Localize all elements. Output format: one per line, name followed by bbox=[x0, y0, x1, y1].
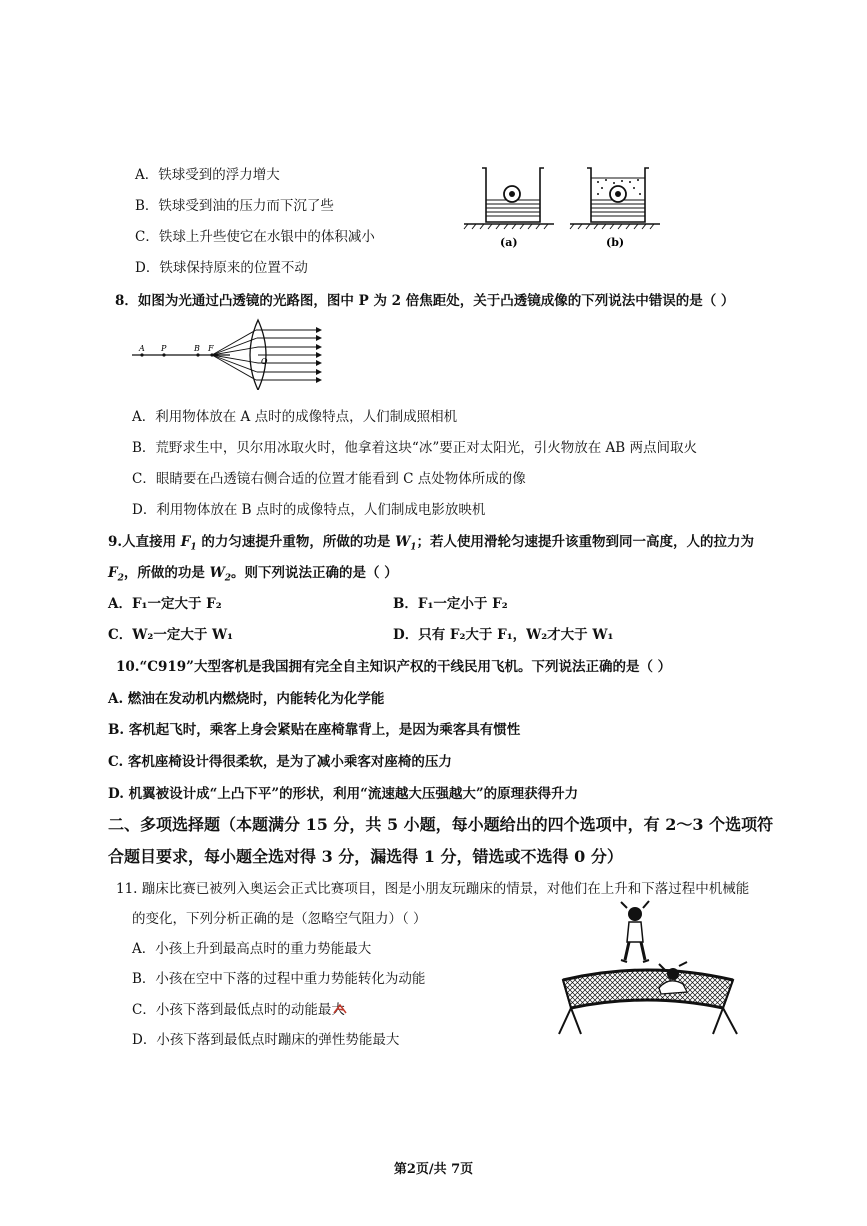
point-o-label: O bbox=[261, 357, 268, 366]
q11-option-d: D．小孩下落到最低点时蹦床的弹性势能最大 bbox=[132, 1032, 400, 1048]
q8-option-c: C．眼睛要在凸透镜右侧合适的位置才能看到 C 点处物体所成的像 bbox=[132, 471, 526, 487]
q11-option-a: A．小孩上升到最高点时的重力势能最大 bbox=[132, 941, 372, 957]
q7-option-b: B．铁球受到油的压力而下沉了些 bbox=[135, 198, 334, 214]
q8-stem: 8．如图为光通过凸透镜的光路图，图中 P 为 2 倍焦距处，关于凸透镜成像的下列说法中错误的是（ ） bbox=[115, 293, 735, 309]
q11-option-b: B．小孩在空中下落的过程中重力势能转化为动能 bbox=[132, 971, 426, 987]
q10-option-b: B. 客机起飞时，乘客上身会紧贴在座椅靠背上，是因为乘客具有惯性 bbox=[108, 722, 521, 738]
q10-stem: 10.“C919”大型客机是我国拥有完全自主知识产权的干线民用飞机。下列说法正确的是（ ） bbox=[116, 659, 672, 675]
point-p-label: P bbox=[161, 344, 167, 353]
q7-option-d: D．铁球保持原来的位置不动 bbox=[135, 260, 308, 276]
jumping-child-icon bbox=[621, 901, 649, 962]
q11-trampoline-figure bbox=[555, 900, 740, 1040]
q8-option-d: D．利用物体放在 B 点时的成像特点，人们制成电影放映机 bbox=[132, 502, 486, 518]
label-a: (a) bbox=[500, 236, 518, 249]
q7-option-a: A．铁球受到的浮力增大 bbox=[135, 167, 280, 183]
q8-option-b: B．荒野求生中，贝尔用冰取火时，他拿着这块“冰”要正对太阳光，引火物放在 AB 两点间取火 bbox=[132, 440, 697, 456]
q10-option-d: D. 机翼被设计成“上凸下平”的形状，利用“流速越大压强越大”的原理获得升力 bbox=[108, 786, 579, 802]
q7-option-c: C．铁球上升些使它在水银中的体积减小 bbox=[135, 229, 375, 245]
section2-heading-line1: 二、多项选择题（本题满分 15 分，共 5 小题，每小题给出的四个选项中，有 2～3 个选项符 bbox=[108, 815, 774, 834]
q9-stem-line1: 9.人直接用 $F_1$ 的力匀速提升重物，所做的功是 $W_1$；若人使用滑轮匀速提升该重物到同一高度，人的拉力为 bbox=[108, 534, 754, 553]
q10-option-a: A. 燃油在发动机内燃烧时，内能转化为化学能 bbox=[108, 691, 385, 707]
red-pen-mark-icon bbox=[332, 1003, 348, 1017]
q9-option-b: B．F₁一定小于 F₂ bbox=[393, 596, 508, 612]
point-b-label: B bbox=[194, 344, 200, 353]
q8-lens-figure bbox=[130, 318, 330, 390]
point-a-label: A bbox=[139, 344, 145, 353]
q11-stem-line2: 的变化，下列分析正确的是（忽略空气阻力）（ ） bbox=[132, 911, 427, 927]
q9-stem-line2: $F_2$，所做的功是 $W_2$。则下列说法正确的是（ ） bbox=[108, 565, 398, 584]
q11-option-c: C．小孩下落到最低点时的动能最大 bbox=[132, 1002, 345, 1018]
q9-option-d: D．只有 F₂大于 F₁，W₂才大于 W₁ bbox=[393, 627, 614, 643]
label-b: (b) bbox=[606, 236, 625, 249]
beaker-a bbox=[464, 168, 554, 229]
q7-beakers-figure bbox=[462, 160, 682, 255]
beaker-b bbox=[570, 168, 660, 229]
q8-option-a: A．利用物体放在 A 点时的成像特点，人们制成照相机 bbox=[132, 409, 458, 425]
q10-option-c: C. 客机座椅设计得很柔软，是为了减小乘客对座椅的压力 bbox=[108, 754, 452, 770]
q11-stem-line1: 11. 蹦床比赛已被列入奥运会正式比赛项目，图是小朋友玩蹦床的情景，对他们在上升和下落过程中机械能 bbox=[116, 881, 750, 897]
point-f-label: F bbox=[208, 344, 214, 353]
section2-heading-line2: 合题目要求，每小题全选对得 3 分，漏选得 1 分，错选或不选得 0 分） bbox=[108, 847, 623, 866]
q9-option-a: A．F₁一定大于 F₂ bbox=[108, 596, 222, 612]
q9-option-c: C．W₂一定大于 W₁ bbox=[108, 627, 234, 643]
page-number: 第2页/共 7页 bbox=[393, 1162, 474, 1177]
